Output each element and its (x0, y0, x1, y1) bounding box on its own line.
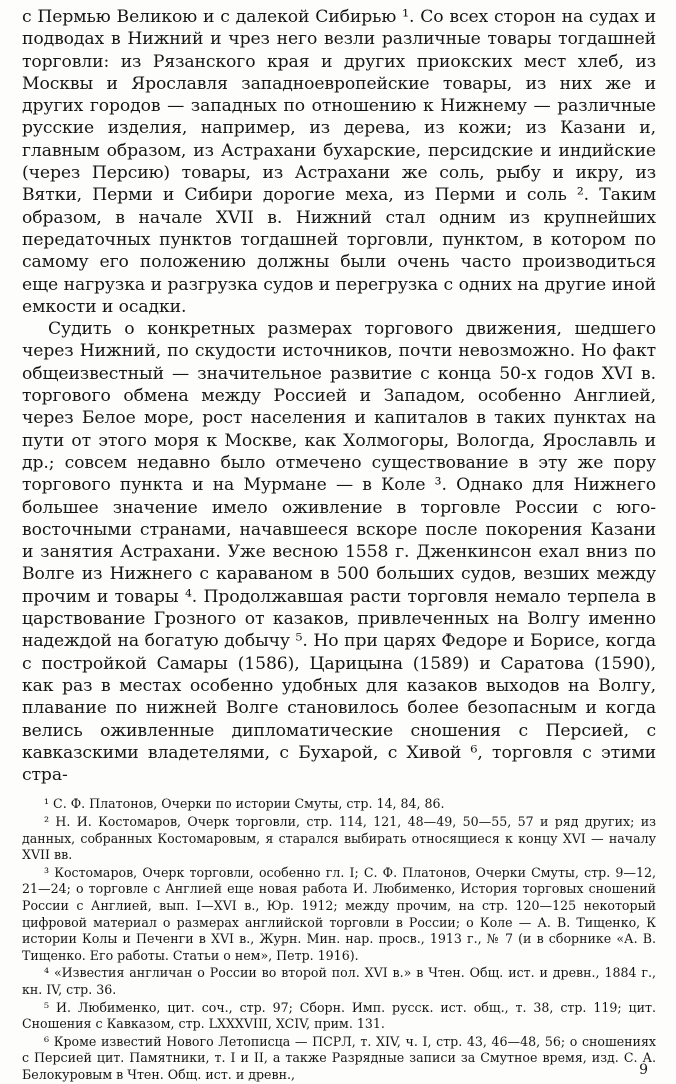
footnote-2: ² Н. И. Костомаров, Очерк торговли, стр. 114, 121, 48—49, 50—55, 57 и ряд других; из данных, собранных Костомаровым, я старался выбирать относящиеся к концу XVI — началу XVII вв. (22, 813, 656, 863)
main-text (22, 6, 656, 786)
footnote-1: ¹ С. Ф. Платонов, Очерки по истории Смуты, стр. 14, 84, 86. (44, 796, 445, 812)
footnote-3: ³ Костомаров, Очерк торговли, особенно гл. I; С. Ф. Платонов, Очерки Смуты, стр. 9—12, 21—24; о торговле с Англией еще новая работа И. Любименко, История торговых сношений России с Англией, вып. I—XVI в., Юр. 1912; между прочим, на стр. 120—125 некоторый цифровой материал о размерах английской торговли в России; о Коле — А. В. Тищенко, К истории Колы и Печенги в XVI в., Журн. Мин. нар. просв., 1913 г., № 7 (и в сборнике «А. В. Тищенко. Его работы. Статьи о нем», Петр. 1916). (22, 864, 656, 963)
footnote-6: ⁶ Кроме известий Нового Летописца — ПСРЛ, т. XIV, ч. I, стр. 43, 46—48, 56; о сношениях с Персией цит. Памятники, т. I и II, а также Разрядные записи за Смутное время, изд. С. А. Белокуровым в Чтен. Общ. ист. и древн., (22, 1033, 656, 1082)
paragraph-2: Судить о конкретных размерах торгового движения, шедшего через Нижний, по скудости источников, почти невозможно. Но факт общеизвестный — значительное развитие с конца 50-х годов XVI в. торгового обмена между Россией и Западом, особенно Англией, через Белое море, рост населения и капиталов в таких пунктах на пути от этого моря к Москве, как Холмогоры, Вологда, Ярославль и др.; совсем недавно было отмечено существование в эту же пору торгового пункта и на Мурмане — в Коле ³. Однако для Нижнего большее значение имело оживление в торговле России с юго-восточными странами, начавшееся вскоре после покорения Казани и занятия Астрахани. Уже весною 1558 г. Дженкинсон ехал вниз по Волге из Нижнего с караваном в 500 больших судов, везших между прочим и товары ⁴. Продолжавшая расти торговля немало терпела в царствование Грозного от казаков, привлеченных на Волгу именно надеждой на богатую добычу ⁵. Но при царях Федоре и Борисе, когда с постройкой Самары (1586), Царицына (1589) и Саратова (1590), как раз в местах особенно удобных для казаков выходов на Волгу, плавание по нижней Волге становилось более безопасным и когда велись оживленные дипломатические сношения с Персией, с кавказскими владетелями, с Бухарой, с Хивой ⁶, торговля с этими стра- (22, 319, 656, 786)
footnote-5: ⁵ И. Любименко, цит. соч., стр. 97; Сборн. Имп. русск. ист. общ., т. 38, стр. 119; цит. Сношения с Кавказом, стр. LXXXVIII, XCIV, прим. 131. (22, 999, 656, 1032)
paragraph-1: с Пермью Великою и с далекой Сибирью ¹. Со всех сторон на судах и подводах в Нижний и чрез него везли различные товары тогдашней торговли: из Рязанского края и других приокских мест хлеб, из Москвы и Ярославля западноевропейские товары, из них же и других городов — западных по отношению к Нижнему — различные русские изделия, например, из дерева, из кожи; из Казани и, главным образом, из Астрахани бухарские, персидские и индийские (через Персию) товары, из Астрахани же соль, рыбу и икру, из Вятки, Перми и Сибири дорогие меха, из Перми и соль ². Таким образом, в начале XVII в. Нижний стал одним из крупнейших передаточных пунктов тогдашней торговли, пунктом, в котором по самому его положению должны были очень часто производиться еще нагрузка и разгрузка судов и перегрузка с одних на другие иной емкости и осадки. (22, 7, 656, 317)
page-number: 9 (639, 1062, 648, 1078)
footnote-4: ⁴ «Известия англичан о России во второй пол. XVI в.» в Чтен. Общ. ист. и древн., 1884 г., кн. IV, стр. 36. (22, 965, 656, 997)
footnotes (22, 796, 656, 1083)
